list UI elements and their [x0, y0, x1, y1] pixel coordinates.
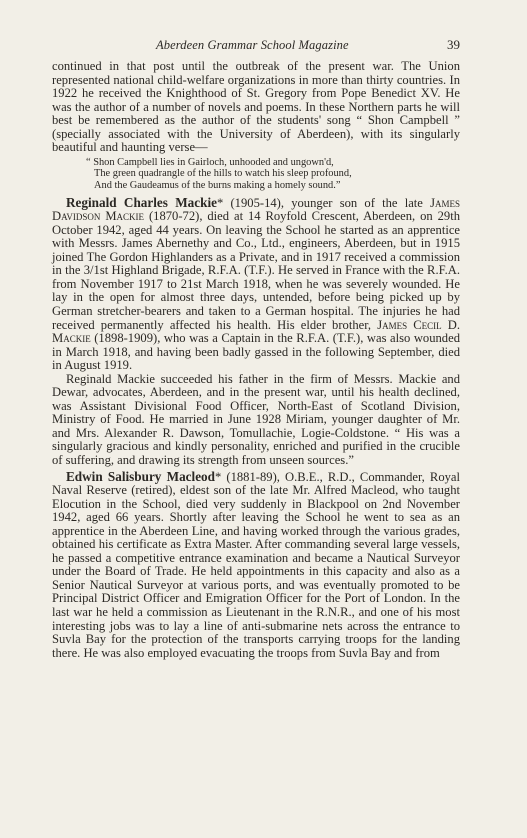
paragraph-mackie-career: Reginald Mackie succeeded his father in the firm of Messrs. Mackie and Dewar, advocates, Aberdeen, and in the present war, until his health declined, was Assistant Divisional Food Officer, North-East of Scotland Division, Ministry of Food. He married in June 1928 Miriam, younger daughter of Mr. and Mrs. Alexander R. Dawson, Tomullachie, Logie-Coldstone. “ His was a singularly gracious and kindly personality, enriched and purified in the crucible of suffering, and drawing its strength from unseen sources.”	[52, 371, 460, 467]
running-head	[52, 38, 460, 56]
verse-quotation	[52, 157, 460, 192]
paragraph-text: (1898-1909), who was a Captain in the R.F.A. (T.F.), was also wounded in March 1918, and having been badly gassed in the following September, died in August 1919.	[52, 331, 460, 373]
page-number: 39	[447, 37, 460, 52]
obituary-name: Reginald Charles Mackie	[66, 194, 217, 210]
verse-line: And the Gaudeamus of the burns making a homely sound.”	[94, 180, 341, 192]
paragraph-obituary-mackie	[52, 196, 460, 373]
paragraph-text: * (1881-89), O.B.E., R.D., Commander, Royal Naval Reserve (retired), eldest son of the late Mr. Alfred Macleod, who taught Elocution in the School, died very suddenly in Blackpool on 2nd November 1942, aged 66 years. Shortly after leaving the School he went to sea as an apprentice in the Aberdeen Line, and having worked through the various grades, obtained his certificate as Extra Master. After commanding several large vessels, he passed a competitive entrance examination and became a Nautical Surveyor under the Board of Trade. He held appointments in this capacity and also as a Senior Nautical Surveyor at various ports, and was eventually promoted to be Principal District Officer and Emigration Officer for the Port of London. In the last war he held a commission as Lieutenant in the R.N.R., and one of his most interesting jobs was to lay a line of anti-submarine nets across the entrance to Suvla Bay for the protection of the transports carrying troops for the landing there. He was also employed evacuating the troops from Suvla Bay and from	[52, 469, 460, 660]
verse-line: “ Shon Campbell lies in Gairloch, unhooded and ungown'd,	[86, 156, 334, 168]
book-page	[52, 38, 460, 660]
paragraph-text: * (1905-14), younger son of the late	[216, 195, 431, 210]
paragraph-text: (1870-72), died at 14 Royfold Crescent, Aberdeen, on 29th October 1942, aged 44 years. On leaving the School he started as an apprentice with Messrs. James Abernethy and Co., Ltd., engineers, Aberdeen, but in 1915 joined The Gordon Highlanders as a Private, and in 1917 received a commission in the 3/1st Highland Brigade, R.F.A. (T.F.). He served in France with the R.F.A. from November 1917 to 21st March 1918, when he was severely wounded. He lay in the open for almost three days, untended, before being picked up by German stretcher-bearers and taken to a German hospital. The injuries he had received permanently affected his health. His elder brother,	[52, 209, 460, 332]
paragraph-obituary-macleod	[52, 470, 460, 661]
person-name: James Davidson Mackie	[52, 195, 460, 224]
verse-line: The green quadrangle of the hills to watch his sleep profound,	[94, 168, 352, 180]
paragraph-continued: continued in that post until the outbreak of the present war. The Union represented national child-welfare organizations in more than thirty countries. In 1922 he received the Knighthood of St. Gregory from Pope Benedict XV. He was the author of a number of novels and poems. In these Northern parts he will best be remembered as the author of the students' song “ Shon Campbell ” (specially associated with the University of Aberdeen), with its singularly beautiful and haunting verse—	[52, 59, 460, 155]
person-name: James Cecil D. Mackie	[52, 317, 460, 346]
obituary-name: Edwin Salisbury Macleod	[66, 468, 215, 484]
running-title: Aberdeen Grammar School Magazine	[156, 38, 349, 52]
